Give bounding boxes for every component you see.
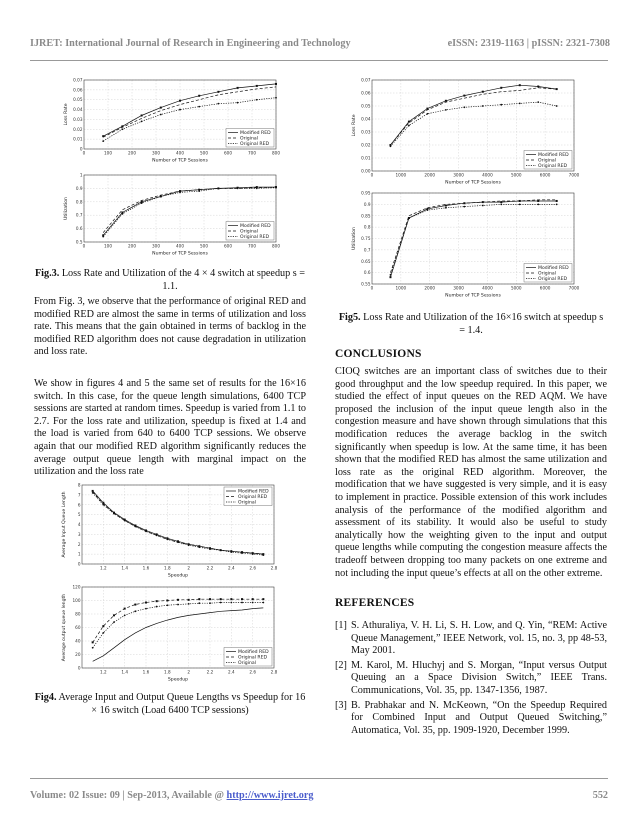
x-tick-label: 800 xyxy=(272,150,280,156)
data-point xyxy=(198,190,200,192)
x-tick-label: 5000 xyxy=(510,285,522,291)
paragraph-1: From Fig. 3, we observe that the performance of original RED and modified RED are almost the same in terms of utilization and loss rate. This means that the gain obtained in terms of backlog in the modified RED algorithm does not cause degradation in utilization and loss rate. xyxy=(34,296,306,358)
reference-text: S. Athuraliya, V. H. Li, S. H. Low, and Q. Yin, “REM: Active Queue Management,” IEEE Network, vol. 15, no. 3, pp 48-53, May 2001. xyxy=(351,620,607,657)
legend-label: Original RED xyxy=(538,164,568,170)
data-point xyxy=(188,544,190,546)
data-point xyxy=(102,140,104,142)
x-tick-label: 0 xyxy=(82,243,86,249)
data-point xyxy=(241,602,243,604)
y-tick-label: 20 xyxy=(75,652,81,657)
data-point xyxy=(218,188,220,190)
data-point xyxy=(145,602,147,604)
fig3-loss-svg xyxy=(62,75,282,165)
x-tick-label: 0 xyxy=(82,150,86,156)
data-point xyxy=(134,604,136,606)
fig4-queue-svg xyxy=(60,480,280,580)
x-tick-label: 2.8 xyxy=(270,669,278,675)
data-point xyxy=(122,213,124,215)
data-point xyxy=(217,91,219,93)
data-point xyxy=(198,95,200,97)
data-point xyxy=(237,102,239,104)
data-point xyxy=(256,99,258,101)
x-tick-label: 2.8 xyxy=(270,565,278,571)
data-point xyxy=(252,598,254,600)
data-point xyxy=(160,196,162,198)
page-header xyxy=(30,38,610,49)
data-point xyxy=(179,109,181,111)
x-tick-label: 500 xyxy=(200,150,208,156)
data-point xyxy=(220,602,222,604)
x-tick-label: 7000 xyxy=(568,172,580,178)
data-point xyxy=(537,203,539,205)
data-point xyxy=(390,274,392,276)
fig4-caption-text: Average Input and Output Queue Lengths vs Speedup for 16 × 16 switch (Load 6400 TCP sessions) xyxy=(56,692,306,716)
data-point xyxy=(102,504,104,506)
x-axis-label: Speedup xyxy=(167,573,189,579)
data-point xyxy=(519,203,521,205)
reference-text: M. Karol, M. Hluchyj and S. Morgan, “Input versus Output Queuing an a Space Division Switch,” IEEE Trans. Communications, Vol. 35, pp. 1347-1356, 1987. xyxy=(351,659,607,696)
reference-item xyxy=(335,620,607,658)
y-tick-label: 0.9 xyxy=(363,201,371,207)
x-tick-label: 2000 xyxy=(424,172,436,178)
data-point xyxy=(177,599,179,601)
y-tick-label: 0.07 xyxy=(73,77,83,83)
x-tick-label: 2 xyxy=(187,565,191,571)
data-point xyxy=(166,600,168,602)
y-tick-label: 0.6 xyxy=(363,270,371,276)
y-tick-label: 0.8 xyxy=(363,224,371,230)
legend-label: Original xyxy=(238,500,256,506)
x-tick-label: 200 xyxy=(128,150,136,156)
x-tick-label: 500 xyxy=(200,243,208,249)
data-point xyxy=(220,549,222,551)
data-point xyxy=(177,604,179,606)
x-tick-label: 1.8 xyxy=(163,669,171,675)
x-tick-label: 700 xyxy=(248,243,256,249)
y-tick-label: 0.85 xyxy=(361,213,371,219)
data-point xyxy=(145,608,147,610)
x-tick-label: 2.2 xyxy=(206,565,214,571)
y-axis-label: Loss Rate xyxy=(352,114,357,137)
y-tick-label: 0 xyxy=(79,146,83,152)
reference-item xyxy=(335,660,607,698)
y-tick-label: 0.8 xyxy=(75,199,83,205)
x-tick-label: 6000 xyxy=(539,285,551,291)
y-tick-label: 40 xyxy=(75,638,81,644)
data-point xyxy=(256,85,258,87)
y-axis-label: Average output queue length xyxy=(62,593,67,662)
data-point xyxy=(134,610,136,612)
fig3-caption xyxy=(34,268,306,293)
y-tick-label: 6 xyxy=(77,502,81,508)
y-tick-label: 0.04 xyxy=(73,107,83,113)
y-tick-label: 0.03 xyxy=(361,129,371,135)
page-footer xyxy=(30,790,608,801)
data-point xyxy=(275,97,277,99)
y-tick-label: 2 xyxy=(77,541,81,547)
y-tick-label: 0.7 xyxy=(75,212,83,218)
series-line xyxy=(93,599,264,642)
data-point xyxy=(92,492,94,494)
x-tick-label: 7000 xyxy=(568,285,580,291)
data-point xyxy=(408,121,410,123)
data-point xyxy=(463,106,465,108)
data-point xyxy=(177,541,179,543)
data-point xyxy=(160,107,162,109)
data-point xyxy=(218,103,220,105)
fig3-label: Fig.3. xyxy=(34,268,60,279)
data-point xyxy=(230,602,232,604)
y-tick-label: 60 xyxy=(75,625,81,630)
header-rule xyxy=(30,60,608,61)
data-point xyxy=(124,614,126,616)
y-tick-label: 5 xyxy=(77,512,81,518)
fig5-caption xyxy=(335,312,607,337)
data-point xyxy=(556,105,558,107)
reference-item xyxy=(335,700,607,738)
data-point xyxy=(252,553,254,555)
data-point xyxy=(160,114,162,116)
series-line xyxy=(391,200,557,273)
x-tick-label: 300 xyxy=(152,150,160,156)
data-point xyxy=(262,598,264,600)
data-point xyxy=(198,546,200,548)
y-tick-label: 1 xyxy=(77,551,81,557)
x-tick-label: 2.4 xyxy=(227,669,235,675)
y-tick-label: 3 xyxy=(77,531,81,537)
x-tick-label: 2.6 xyxy=(249,669,257,675)
fig4-queue-chart xyxy=(60,480,280,580)
x-tick-label: 1.8 xyxy=(163,565,171,571)
x-axis-label: Number of TCP Sessions xyxy=(445,293,501,299)
issn-info: eISSN: 2319-1163 | pISSN: 2321-7308 xyxy=(447,38,610,49)
x-tick-label: 0 xyxy=(370,172,374,178)
data-point xyxy=(482,91,484,93)
legend-label: Modified RED xyxy=(240,224,271,230)
data-point xyxy=(237,188,239,190)
legend-label: Original xyxy=(538,158,556,164)
data-point xyxy=(209,598,211,600)
x-tick-label: 2.4 xyxy=(227,565,235,571)
data-point xyxy=(537,200,539,202)
legend-label: Modified RED xyxy=(538,266,569,272)
data-point xyxy=(113,614,115,616)
data-point xyxy=(124,608,126,610)
fig4-label: Fig4. xyxy=(34,692,57,703)
data-point xyxy=(102,625,104,627)
y-tick-label: 0.04 xyxy=(361,116,371,122)
x-tick-label: 2000 xyxy=(424,285,436,291)
y-tick-label: 0 xyxy=(77,665,81,671)
x-tick-label: 1.4 xyxy=(121,565,129,571)
y-tick-label: 0.02 xyxy=(361,142,371,148)
data-point xyxy=(124,520,126,522)
data-point xyxy=(198,106,200,108)
fig5-util-chart xyxy=(350,188,580,300)
data-point xyxy=(141,202,143,204)
data-point xyxy=(389,276,391,278)
data-point xyxy=(156,600,158,602)
y-tick-label: 0.02 xyxy=(73,126,83,132)
series-line xyxy=(391,102,557,146)
y-axis-label: Utilization xyxy=(64,196,69,221)
x-tick-label: 1.6 xyxy=(142,669,150,675)
data-point xyxy=(220,598,222,600)
x-axis-label: Number of TCP Sessions xyxy=(152,158,208,164)
data-point xyxy=(166,538,168,540)
fig3-loss-chart xyxy=(62,75,282,165)
legend-label: Modified RED xyxy=(238,489,269,495)
y-axis-label: Loss Rate xyxy=(64,103,69,126)
data-point xyxy=(188,603,190,605)
footer-volume xyxy=(30,790,314,801)
y-tick-label: 0.95 xyxy=(361,190,371,196)
data-point xyxy=(188,599,190,601)
data-point xyxy=(275,83,277,85)
x-axis-label: Number of TCP Sessions xyxy=(152,251,208,257)
legend-label: Original RED xyxy=(238,655,268,661)
reference-number: [2] xyxy=(335,659,347,671)
data-point xyxy=(500,203,502,205)
legend-label: Original RED xyxy=(238,495,268,501)
data-point xyxy=(113,621,115,623)
data-point xyxy=(262,602,264,604)
data-point xyxy=(275,187,277,189)
conclusions-heading: CONCLUSIONS xyxy=(335,348,422,360)
data-point xyxy=(519,103,521,105)
data-point xyxy=(256,188,258,190)
x-tick-label: 5000 xyxy=(510,172,522,178)
data-point xyxy=(500,104,502,106)
data-point xyxy=(408,217,410,219)
data-point xyxy=(408,125,410,127)
data-point xyxy=(92,641,94,643)
x-tick-label: 1.6 xyxy=(142,565,150,571)
y-tick-label: 0.55 xyxy=(361,281,371,287)
legend-label: Original xyxy=(240,136,258,142)
legend-label: Original RED xyxy=(240,142,270,148)
reference-number: [3] xyxy=(335,699,347,711)
y-tick-label: 0.01 xyxy=(73,136,83,142)
reference-number: [1] xyxy=(335,620,347,631)
data-point xyxy=(463,95,465,97)
conclusions-text: CIOQ switches are an important class of switches due to their good throughput and the low speedup required. In this paper, we studied the effect of input queues on the RED AQM. We have proposed the inclusion of the input queue length also in the congestion measure and have shown through simulations that this modification reduces the average backlog in the switch significantly when speedup is low. At the same time, it has been shown that the modified RED has almost the same utilization and loss rate as the original RED algorithm. Moreover, the modification that we have suggested is very simple, and it is easy to implement in practice. Possible extension of this work includes analysis of the performance of the modified algorithm and assessment of its stability. It would also be useful to study analytically how the weighting given to the input and output queue lengths while computing the congestion measure affects the tradeoff between dropping too many packets on one extreme and not including the input queue’s effects at all on the other extreme. xyxy=(335,366,607,579)
data-point xyxy=(230,551,232,553)
legend-label: Original xyxy=(538,271,556,277)
y-tick-label: 80 xyxy=(75,611,81,617)
y-tick-label: 0.03 xyxy=(73,116,83,122)
y-tick-label: 0.65 xyxy=(361,258,371,264)
x-tick-label: 400 xyxy=(176,243,184,249)
footer-rule xyxy=(30,778,608,779)
data-point xyxy=(92,647,94,649)
y-axis-label: Utilization xyxy=(352,226,357,251)
data-point xyxy=(482,205,484,207)
data-point xyxy=(500,87,502,89)
legend-label: Original xyxy=(240,229,258,235)
x-tick-label: 4000 xyxy=(482,285,493,291)
data-point xyxy=(113,513,115,515)
reference-text: B. Prabhakar and N. McKeown, “On the Speedup Required for Combined Input and Output Queued Switching,” Automatica, Vol. 35, pp. 1909-1920, December 1999. xyxy=(351,699,607,736)
data-point xyxy=(145,531,147,533)
series-line xyxy=(391,85,557,145)
data-point xyxy=(482,105,484,107)
data-point xyxy=(537,86,539,88)
x-tick-label: 2.2 xyxy=(206,669,214,675)
x-axis-label: Number of TCP Sessions xyxy=(445,180,501,186)
fig3-caption-text: Loss Rate and Utilization of the 4 × 4 switch at speedup s = 1.1. xyxy=(59,268,306,292)
y-tick-label: 0.07 xyxy=(361,77,371,83)
legend-label: Modified RED xyxy=(538,153,569,159)
x-tick-label: 2 xyxy=(187,669,191,675)
fig3-util-chart xyxy=(62,170,282,258)
journal-title: IJRET: International Journal of Research in Engineering and Technology xyxy=(30,38,351,49)
data-point xyxy=(445,100,447,102)
fig5-caption-text: Loss Rate and Utilization of the 16×16 switch at speedup s = 1.4. xyxy=(360,312,604,336)
data-point xyxy=(102,236,104,238)
y-tick-label: 0.00 xyxy=(361,168,371,174)
references-heading: REFERENCES xyxy=(335,597,415,609)
data-point xyxy=(500,201,502,203)
data-point xyxy=(241,552,243,554)
x-tick-label: 1.2 xyxy=(99,565,107,571)
data-point xyxy=(141,114,143,116)
data-point xyxy=(390,145,392,147)
data-point xyxy=(122,128,124,130)
data-point xyxy=(241,598,243,600)
x-tick-label: 400 xyxy=(176,150,184,156)
y-tick-label: 0.6 xyxy=(75,226,83,232)
data-point xyxy=(156,534,158,536)
legend-label: Original xyxy=(238,661,256,667)
y-tick-label: 1 xyxy=(79,172,83,178)
x-tick-label: 3000 xyxy=(453,285,464,291)
series-line xyxy=(391,88,557,145)
legend-label: Modified RED xyxy=(240,131,271,137)
data-point xyxy=(92,490,94,492)
paragraph-2: We show in figures 4 and 5 the same set of results for the 16×16 switch. In this case, for the queue length simulations, 6400 TCP sessions are started at random times. Speedup is varied from 1.1 to 2.7. For the loss rate and utilization, speedup is fixed at 1.4 and the load is varied from 640 to 6400 TCP sessions. We observe again that our modified RED algorithm significantly reduces the average output queue length with marginal impact on the utilization and the loss rate xyxy=(34,378,306,478)
fig4-output-svg xyxy=(60,582,280,684)
data-point xyxy=(134,526,136,528)
data-point xyxy=(463,206,465,208)
x-tick-label: 600 xyxy=(224,150,232,156)
data-point xyxy=(209,548,211,550)
y-tick-label: 0.06 xyxy=(361,90,371,96)
x-tick-label: 0 xyxy=(370,285,374,291)
data-point xyxy=(156,606,158,608)
data-point xyxy=(556,203,558,205)
footer-volume-text: Volume: 02 Issue: 09 | Sep-2013, Available @ xyxy=(30,790,227,801)
x-tick-label: 1000 xyxy=(395,285,407,291)
data-point xyxy=(252,602,254,604)
page-number: 552 xyxy=(592,790,608,801)
journal-link[interactable]: http://www.ijret.org xyxy=(226,790,314,801)
y-tick-label: 100 xyxy=(72,598,81,603)
data-point xyxy=(262,554,264,556)
y-tick-label: 0 xyxy=(77,561,81,567)
data-point xyxy=(230,598,232,600)
data-point xyxy=(179,100,181,102)
legend-label: Original RED xyxy=(538,277,568,283)
data-point xyxy=(445,207,447,209)
x-tick-label: 3000 xyxy=(453,172,464,178)
y-tick-label: 0.9 xyxy=(75,185,83,191)
references-list xyxy=(335,620,607,739)
x-tick-label: 100 xyxy=(104,243,112,249)
data-point xyxy=(445,109,447,111)
y-tick-label: 0.05 xyxy=(73,97,83,103)
y-tick-label: 7 xyxy=(77,492,81,498)
legend-label: Original RED xyxy=(240,235,270,241)
x-tick-label: 700 xyxy=(248,150,256,156)
data-point xyxy=(237,87,239,89)
data-point xyxy=(179,192,181,194)
data-point xyxy=(198,602,200,604)
x-axis-label: Speedup xyxy=(167,677,189,683)
y-tick-label: 120 xyxy=(72,584,81,590)
data-point xyxy=(427,113,429,115)
data-point xyxy=(102,632,104,634)
y-tick-label: 4 xyxy=(77,522,81,527)
y-axis-label: Average Input Queue Length xyxy=(62,491,67,558)
x-tick-label: 600 xyxy=(224,243,232,249)
x-tick-label: 4000 xyxy=(482,172,493,178)
y-tick-label: 0.06 xyxy=(73,87,83,93)
data-point xyxy=(537,101,539,103)
x-tick-label: 300 xyxy=(152,243,160,249)
y-tick-label: 8 xyxy=(77,482,81,488)
fig4-caption xyxy=(34,692,306,717)
fig5-util-svg xyxy=(350,188,580,300)
data-point xyxy=(519,84,521,86)
x-tick-label: 1.4 xyxy=(121,669,129,675)
y-tick-label: 0.05 xyxy=(361,103,371,109)
legend-label: Modified RED xyxy=(238,650,269,656)
x-tick-label: 1.2 xyxy=(99,669,107,675)
fig5-loss-chart xyxy=(350,75,580,187)
x-tick-label: 2.6 xyxy=(249,565,257,571)
data-point xyxy=(141,121,143,123)
fig3-util-svg xyxy=(62,170,282,258)
y-tick-label: 0.01 xyxy=(361,155,371,161)
x-tick-label: 1000 xyxy=(395,172,407,178)
x-tick-label: 200 xyxy=(128,243,136,249)
data-point xyxy=(209,602,211,604)
x-tick-label: 100 xyxy=(104,150,112,156)
x-tick-label: 6000 xyxy=(539,172,551,178)
fig4-output-chart xyxy=(60,582,280,684)
fig5-label: Fig5. xyxy=(338,312,361,323)
data-point xyxy=(166,604,168,606)
x-tick-label: 800 xyxy=(272,243,280,249)
y-tick-label: 0.7 xyxy=(363,247,371,253)
data-point xyxy=(556,200,558,202)
fig5-loss-svg xyxy=(350,75,580,187)
data-point xyxy=(198,598,200,600)
y-tick-label: 0.5 xyxy=(75,239,83,245)
data-point xyxy=(427,209,429,211)
y-tick-label: 0.75 xyxy=(361,236,371,241)
